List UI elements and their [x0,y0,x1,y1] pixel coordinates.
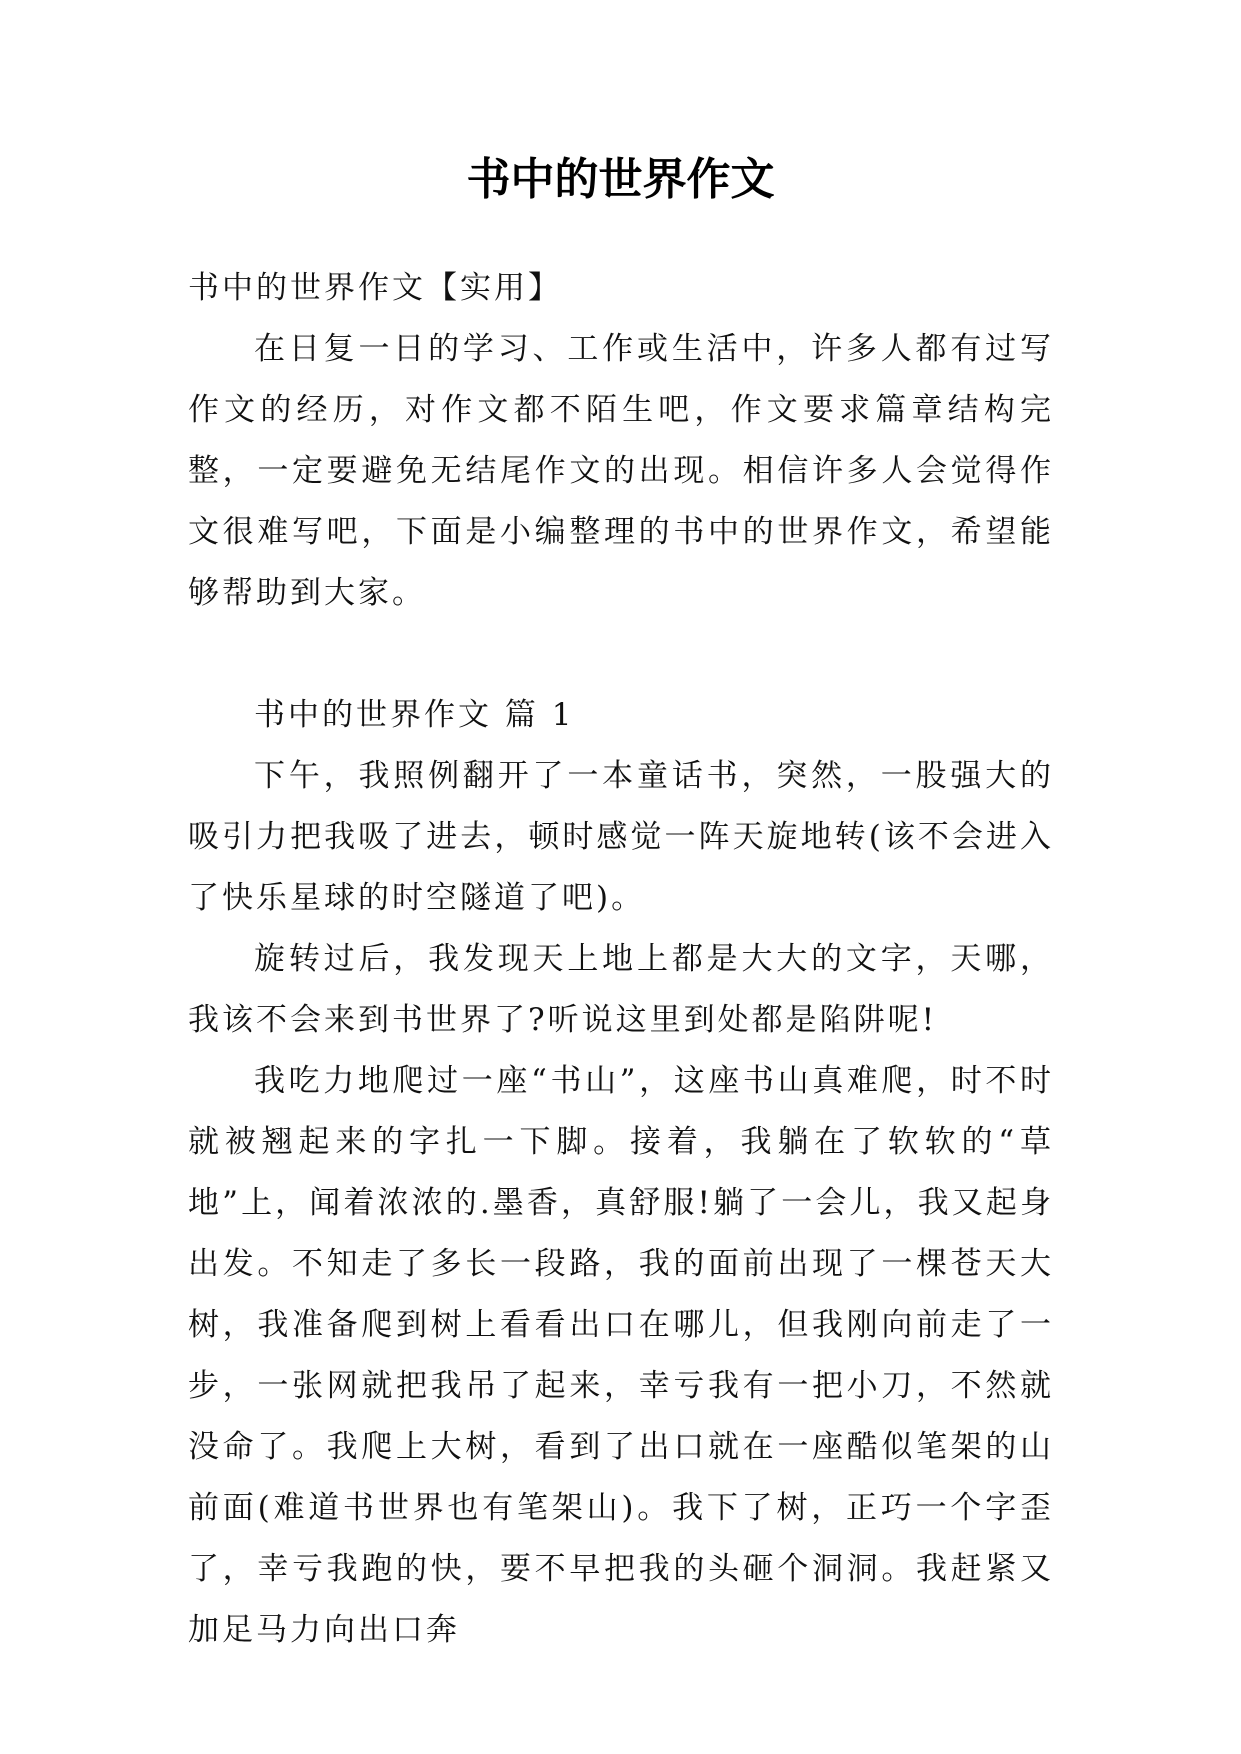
section-heading: 书中的世界作文 篇 1 [254,697,575,733]
body-paragraph: 下午，我照例翻开了一本童话书，突然，一股强大的吸引力把我吸了进去，顿时感觉一阵天旋地转(该不会进入了快乐星球的时空隧道了吧)。 [188,758,1054,916]
body-paragraph: 旋转过后，我发现天上地上都是大大的文字，天哪，我该不会来到书世界了?听说这里到处都是陷阱呢! [188,941,1054,1038]
document-title: 书中的世界作文 [466,154,775,205]
section-spacer [188,624,1054,685]
document-subtitle: 书中的世界作文【实用】 [188,270,562,306]
intro-paragraph: 在日复一日的学习、工作或生活中，许多人都有过写作文的经历，对作文都不陌生吧，作文要求篇章结构完整，一定要避免无结尾作文的出现。相信许多人会觉得作文很难写吧，下面是小编整理的书中的世界作文，希望能够帮助到大家。 [188,331,1054,611]
body-paragraph: 我吃力地爬过一座“书山”，这座书山真难爬，时不时就被翘起来的字扎一下脚。接着，我躺在了软软的“草地”上，闻着浓浓的.墨香，真舒服!躺了一会儿，我又起身出发。不知走了多长一段路，我的面前出现了一棵苍天大树，我准备爬到树上看看出口在哪儿，但我刚向前走了一步，一张网就把我吊了起来，幸亏我有一把小刀，不然就没命了。我爬上大树，看到了出口就在一座酷似笔架的山前面(难道书世界也有笔架山)。我下了树，正巧一个字歪了，幸亏我跑的快，要不早把我的头砸个洞洞。我赶紧又加足马力向出口奔 [188,1063,1054,1648]
document-body [188,258,1054,1661]
